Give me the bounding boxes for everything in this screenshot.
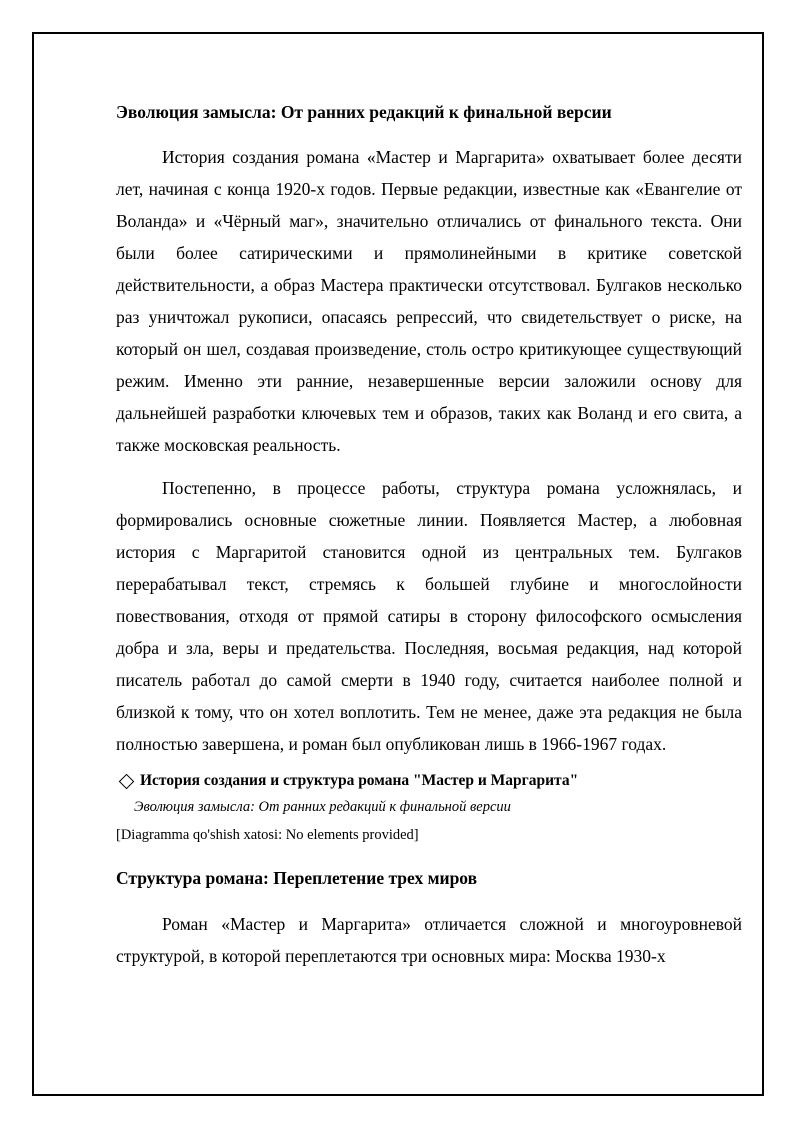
- body-paragraph: Постепенно, в процессе работы, структура романа усложнялась, и формировались основные сюжетные линии. Появляется Мастер, а любовная история с Маргаритой становится одной из центральных тем. Булгаков перерабатывал текст, стремясь к большей глубине и многослойности повествования, отходя от прямой сатиры в сторону философского осмысления добра и зла, веры и предательства. Последняя, восьмая редакция, над которой писатель работал до самой смерти в 1940 году, считается наиболее полной и близкой к тому, что он хотел воплотить. Тем не менее, даже эта редакция не была полностью завершена, и роман был опубликован лишь в 1966-1967 годах.: [116, 478, 742, 754]
- body-paragraph: Роман «Мастер и Маргарита» отличается сложной и многоуровневой структурой, в которой переплетаются три основных мира: Москва 1930-х: [116, 914, 742, 966]
- diagram-subtitle: Эволюция замысла: От ранних редакций к финальной версии: [134, 799, 511, 815]
- diamond-outline-icon: [119, 773, 135, 789]
- section-heading: Структура романа: Переплетение трех миров: [116, 868, 478, 888]
- diagram-title-text: История создания и структура романа "Мастер и Маргарита": [140, 772, 579, 789]
- section-heading: Эволюция замысла: От ранних редакций к финальной версии: [116, 102, 612, 122]
- document-body: [116, 96, 742, 972]
- diagram-block: [116, 770, 742, 846]
- diagram-title: [116, 770, 742, 792]
- body-paragraph: История создания романа «Мастер и Маргарита» охватывает более десяти лет, начиная с конца 1920-х годов. Первые редакции, известные как «Евангелие от Воланда» и «Чёрный маг», значительно отличались от финального текста. Они были более сатирическими и прямолинейными в критике советской действительности, а образ Мастера практически отсутствовал. Булгаков несколько раз уничтожал рукописи, опасаясь репрессий, что свидетельствует о риске, на который он шел, создавая произведение, столь остро критикующее существующий режим. Именно эти ранние, незавершенные версии заложили основу для дальнейшей разработки ключевых тем и образов, таких как Воланд и его свита, а также московская реальность.: [116, 147, 742, 455]
- diagram-error-message: [Diagramma qo'shish xatosi: No elements provided]: [116, 827, 419, 843]
